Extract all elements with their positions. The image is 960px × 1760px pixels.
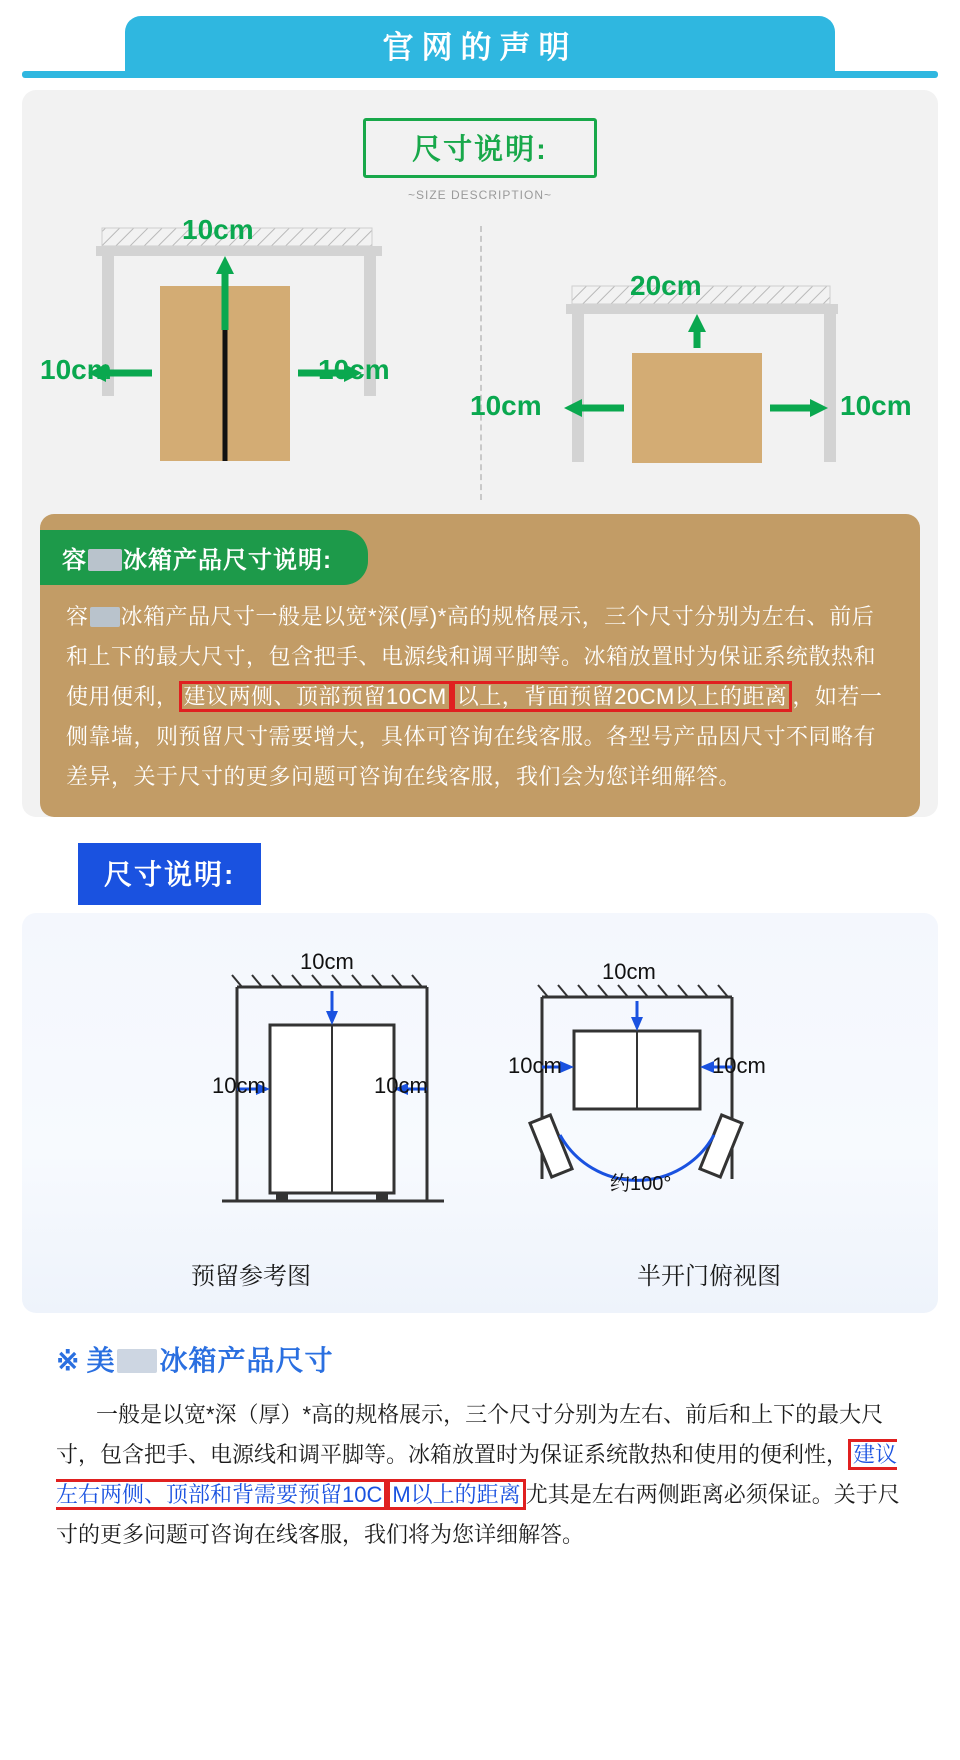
blue-section-diagram-card bbox=[22, 913, 938, 1313]
page-header bbox=[22, 10, 938, 78]
brown-highlight-2: 以上，背面预留20CM以上的距离 bbox=[452, 681, 793, 712]
brown-panel-paragraph bbox=[40, 585, 920, 797]
clearance-diagrams bbox=[40, 208, 920, 508]
brown-panel-tag bbox=[40, 530, 368, 585]
brown-par-part2: ，如若一侧靠墙，则预留尺寸需要增大，具体可咨询在线客服。各型号产品因尺寸不同略有差异，关于尺寸的更多问题可咨询在线客服，我们会为您详细解答。 bbox=[66, 684, 883, 789]
page-root bbox=[0, 10, 960, 1760]
diagram-captions bbox=[22, 1256, 938, 1291]
redaction-block-icon bbox=[90, 607, 120, 627]
bottom-par-part2: 关于尺寸的更多问题可咨询在线客服，我们将为您详细解答。 bbox=[56, 1482, 900, 1547]
brown-tag-prefix: 容 bbox=[62, 547, 87, 574]
brown-info-panel bbox=[40, 514, 920, 817]
brown-highlight-1: 建议两侧、顶部预留10CM bbox=[179, 681, 452, 712]
left-diagram-left-label: 10cm bbox=[40, 354, 112, 385]
redaction-block-icon bbox=[88, 549, 122, 571]
left-diagram-top-label: 10cm bbox=[182, 214, 254, 245]
size-description-card bbox=[22, 90, 938, 817]
bottom-highlight-1: 建议左右两侧、顶部和背需要预留10C bbox=[56, 1439, 897, 1510]
door-angle-label: 约100° bbox=[610, 1173, 672, 1195]
size-title-cn: 尺寸说明: bbox=[412, 134, 548, 166]
left-diagram-right-label: 10cm bbox=[318, 354, 390, 385]
right-diagram-right-label: 10cm bbox=[840, 390, 912, 421]
bottom-title-prefix: 美 bbox=[86, 1345, 116, 1376]
bottom-highlight-2: M以上的距离 bbox=[387, 1479, 525, 1510]
blue-section-tag: 尺寸说明: bbox=[78, 843, 261, 905]
star-icon: ※ bbox=[56, 1345, 81, 1376]
caption-top-view: 半开门俯视图 bbox=[637, 1263, 781, 1290]
size-title-box bbox=[363, 118, 597, 178]
header-rule bbox=[22, 71, 938, 78]
blue-right-top-label: 10cm bbox=[602, 959, 656, 984]
blue-left-left-label: 10cm bbox=[212, 1073, 266, 1098]
blue-right-left-label: 10cm bbox=[508, 1053, 562, 1078]
right-diagram-left-label: 10cm bbox=[470, 390, 542, 421]
blue-left-right-label: 10cm bbox=[374, 1073, 428, 1098]
bottom-section-title bbox=[56, 1339, 938, 1379]
caption-front-reserve: 预留参考图 bbox=[191, 1263, 311, 1290]
brown-par-part1: 冰箱产品尺寸一般是以宽*深(厚)*高的规格展示，三个尺寸分别为左右、前后和上下的最大尺寸，包含把手、电源线和调平脚等。冰箱放置时为保证系统散热和使用便利， bbox=[66, 604, 877, 709]
bottom-title-suffix: 冰箱产品尺寸 bbox=[159, 1345, 334, 1376]
right-diagram-top-label: 20cm bbox=[630, 270, 702, 301]
bottom-section-paragraph bbox=[56, 1395, 904, 1555]
bottom-par-part1: 一般是以宽*深（厚）*高的规格展示，三个尺寸分别为左右、前后和上下的最大尺寸，包含把手、电源线和调平脚等。冰箱放置时为保证系统散热和使用的便利性， bbox=[56, 1402, 884, 1467]
brown-tag-suffix: 冰箱产品尺寸说明: bbox=[123, 547, 332, 574]
brown-par-lead: 容 bbox=[66, 604, 89, 629]
blue-right-right-label: 10cm bbox=[712, 1053, 766, 1078]
page-title: 官网的声明 bbox=[125, 16, 835, 72]
redaction-block-icon bbox=[117, 1349, 157, 1373]
side-clearance-diagram bbox=[480, 208, 920, 508]
size-title-en: ~SIZE DESCRIPTION~ bbox=[407, 188, 553, 202]
bottom-par-mid: 尤其是左右两侧距离必须保证。 bbox=[525, 1482, 834, 1507]
blue-left-top-label: 10cm bbox=[300, 949, 354, 974]
